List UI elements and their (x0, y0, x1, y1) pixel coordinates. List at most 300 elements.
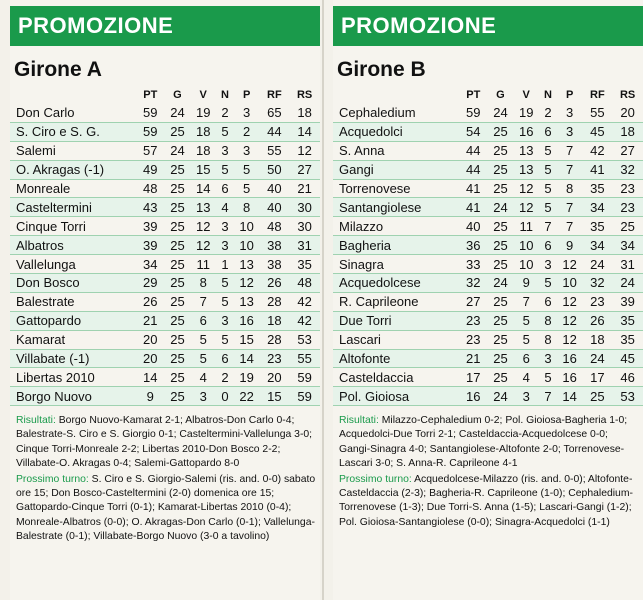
cell-g: 25 (488, 217, 514, 236)
table-row (333, 141, 643, 160)
cell-rs: 35 (289, 255, 320, 274)
header-p: P (242, 89, 251, 101)
cell-team-name: Gattopardo (10, 311, 136, 330)
risultati-b (339, 414, 639, 471)
girone-b-rows (333, 104, 643, 406)
table-row (333, 236, 643, 255)
cell-n: 6 (216, 349, 234, 368)
cell-pt: 41 (459, 198, 488, 217)
cell-rf: 26 (260, 274, 290, 293)
cell-rs: 18 (289, 104, 320, 122)
girone-a-notes (10, 414, 320, 544)
table-row (333, 160, 643, 179)
girone-a-rows (10, 104, 320, 406)
cell-pt: 44 (459, 141, 488, 160)
cell-team-name: Libertas 2010 (10, 368, 136, 387)
cell-p: 14 (557, 387, 583, 406)
cell-p: 22 (234, 387, 260, 406)
cell-n: 4 (216, 198, 234, 217)
cell-g: 25 (165, 179, 191, 198)
cell-rs: 18 (612, 122, 643, 141)
cell-rs: 42 (289, 292, 320, 311)
cell-p: 3 (557, 122, 583, 141)
cell-n: 6 (539, 122, 557, 141)
table-row (333, 387, 643, 406)
cell-rf: 28 (260, 330, 290, 349)
header-v: V (522, 89, 530, 101)
cell-v: 4 (513, 368, 539, 387)
cell-pt: 54 (459, 122, 488, 141)
cell-pt: 23 (459, 311, 488, 330)
cell-rf: 44 (260, 122, 290, 141)
cell-pt: 16 (459, 387, 488, 406)
table-row (10, 198, 320, 217)
cell-pt: 39 (136, 236, 165, 255)
table-row (10, 330, 320, 349)
cell-rf: 40 (260, 198, 290, 217)
cell-pt: 48 (136, 179, 165, 198)
cell-rs: 31 (289, 236, 320, 255)
cell-n: 3 (539, 349, 557, 368)
cell-g: 25 (165, 311, 191, 330)
cell-pt: 33 (459, 255, 488, 274)
header-v: V (199, 89, 207, 101)
cell-rf: 38 (260, 236, 290, 255)
cell-team-name: Lascari (333, 330, 459, 349)
cell-p: 10 (557, 274, 583, 293)
table-row (333, 104, 643, 122)
cell-team-name: Due Torri (333, 311, 459, 330)
cell-rf: 32 (583, 274, 613, 293)
girone-b-standings-table (333, 86, 643, 406)
cell-n: 2 (216, 104, 234, 122)
cell-p: 2 (234, 122, 260, 141)
cell-rf: 18 (260, 311, 290, 330)
cell-v: 18 (190, 141, 216, 160)
cell-rs: 24 (612, 274, 643, 293)
cell-rf: 38 (260, 255, 290, 274)
cell-pt: 57 (136, 141, 165, 160)
header-n: N (543, 89, 552, 101)
cell-rs: 35 (612, 330, 643, 349)
table-header-row (10, 86, 320, 104)
cell-n: 5 (539, 274, 557, 293)
cell-n: 3 (216, 217, 234, 236)
cell-rf: 50 (260, 160, 290, 179)
table-row (10, 160, 320, 179)
cell-rs: 42 (289, 311, 320, 330)
table-row (333, 179, 643, 198)
cell-v: 13 (190, 198, 216, 217)
cell-n: 5 (539, 160, 557, 179)
cell-g: 25 (165, 292, 191, 311)
cell-rf: 35 (583, 179, 613, 198)
cell-n: 5 (216, 330, 234, 349)
column-divider (322, 0, 324, 600)
cell-n: 2 (539, 104, 557, 122)
cell-p: 5 (234, 179, 260, 198)
cell-g: 25 (165, 274, 191, 293)
cell-p: 5 (234, 160, 260, 179)
cell-rf: 28 (260, 292, 290, 311)
cell-p: 12 (557, 292, 583, 311)
cell-v: 3 (190, 387, 216, 406)
cell-rf: 18 (583, 330, 613, 349)
cell-n: 5 (539, 141, 557, 160)
cell-g: 24 (488, 387, 514, 406)
cell-rs: 39 (612, 292, 643, 311)
cell-pt: 14 (136, 368, 165, 387)
cell-p: 16 (557, 349, 583, 368)
cell-rf: 26 (583, 311, 613, 330)
cell-pt: 9 (136, 387, 165, 406)
cell-n: 3 (216, 236, 234, 255)
header-rf: RF (267, 89, 282, 101)
cell-g: 25 (488, 311, 514, 330)
cell-v: 10 (513, 255, 539, 274)
risultati-text: Borgo Nuovo-Kamarat 2-1; Albatros-Don Carlo 0-4; Balestrate-S. Ciro e S. Giorgio 0-1; Casteltermini-Vallelunga 3-0; Cinque Torri-Monreale 2-2; Libertas 2010-Don Bosco 2-2; Villabate-O. Akragas 0-4; Salemi-Gattopardo 8-0 (16, 415, 313, 469)
cell-g: 24 (165, 104, 191, 122)
cell-g: 25 (488, 160, 514, 179)
cell-v: 5 (513, 311, 539, 330)
cell-g: 25 (165, 122, 191, 141)
cell-p: 13 (234, 292, 260, 311)
cell-team-name: Salemi (10, 141, 136, 160)
cell-n: 6 (216, 179, 234, 198)
cell-n: 3 (539, 255, 557, 274)
cell-team-name: Casteltermini (10, 198, 136, 217)
cell-v: 4 (190, 368, 216, 387)
cell-g: 24 (165, 141, 191, 160)
cell-team-name: Milazzo (333, 217, 459, 236)
cell-v: 19 (513, 104, 539, 122)
cell-rs: 32 (612, 160, 643, 179)
header-g: G (496, 89, 505, 101)
table-row (333, 198, 643, 217)
cell-rs: 27 (289, 160, 320, 179)
cell-n: 5 (539, 179, 557, 198)
table-row (10, 255, 320, 274)
cell-rf: 34 (583, 236, 613, 255)
risultati-text: Milazzo-Cephaledium 0-2; Pol. Gioiosa-Bagheria 1-0; Acquedolci-Due Torri 2-1; Casteldaccia-Acquedolcese 0-0; Gangi-Sinagra 4-0; Santangiolese-Altofonte 2-0; Torrenovese-Lascari 3-0; S. Anna-R. Caprileone 4-1 (339, 415, 628, 469)
cell-rf: 42 (583, 141, 613, 160)
table-row (10, 274, 320, 293)
cell-pt: 49 (136, 160, 165, 179)
cell-team-name: Cephaledium (333, 104, 459, 122)
cell-g: 25 (488, 292, 514, 311)
cell-n: 3 (216, 311, 234, 330)
cell-v: 12 (513, 198, 539, 217)
cell-p: 9 (557, 236, 583, 255)
cell-rf: 48 (260, 217, 290, 236)
cell-rs: 12 (289, 141, 320, 160)
cell-p: 7 (557, 160, 583, 179)
cell-n: 2 (216, 368, 234, 387)
table-row (333, 311, 643, 330)
cell-v: 18 (190, 122, 216, 141)
table-row (333, 349, 643, 368)
cell-v: 19 (190, 104, 216, 122)
cell-pt: 34 (136, 255, 165, 274)
cell-p: 3 (234, 104, 260, 122)
cell-rf: 45 (583, 122, 613, 141)
cell-p: 14 (234, 349, 260, 368)
cell-p: 12 (557, 255, 583, 274)
cell-g: 25 (165, 368, 191, 387)
cell-rs: 23 (612, 179, 643, 198)
cell-v: 12 (513, 179, 539, 198)
risultati-label: Risultati: (339, 415, 379, 427)
girone-b-column (333, 0, 643, 600)
cell-pt: 59 (459, 104, 488, 122)
cell-v: 16 (513, 122, 539, 141)
cell-rs: 48 (289, 274, 320, 293)
cell-rs: 23 (612, 198, 643, 217)
table-row (333, 274, 643, 293)
cell-team-name: Acquedolcese (333, 274, 459, 293)
header-pt: PT (466, 89, 481, 101)
cell-g: 25 (488, 349, 514, 368)
prossimo-turno-a (16, 473, 316, 544)
cell-rf: 15 (260, 387, 290, 406)
cell-n: 3 (216, 141, 234, 160)
cell-v: 5 (513, 330, 539, 349)
table-row (333, 217, 643, 236)
cell-rf: 17 (583, 368, 613, 387)
cell-p: 7 (557, 198, 583, 217)
cell-p: 3 (234, 141, 260, 160)
cell-pt: 59 (136, 122, 165, 141)
cell-v: 13 (513, 160, 539, 179)
cell-pt: 59 (136, 104, 165, 122)
table-row (333, 292, 643, 311)
cell-v: 13 (513, 141, 539, 160)
cell-pt: 41 (459, 179, 488, 198)
cell-n: 6 (539, 292, 557, 311)
cell-v: 3 (513, 387, 539, 406)
cell-g: 25 (165, 198, 191, 217)
cell-team-name: Altofonte (333, 349, 459, 368)
cell-pt: 17 (459, 368, 488, 387)
cell-pt: 43 (136, 198, 165, 217)
cell-rf: 65 (260, 104, 290, 122)
cell-p: 16 (557, 368, 583, 387)
cell-p: 3 (557, 104, 583, 122)
cell-team-name: Sinagra (333, 255, 459, 274)
cell-rf: 40 (260, 179, 290, 198)
cell-v: 14 (190, 179, 216, 198)
cell-team-name: Monreale (10, 179, 136, 198)
cell-pt: 26 (136, 292, 165, 311)
cell-team-name: Don Carlo (10, 104, 136, 122)
header-n: N (220, 89, 229, 101)
cell-team-name: Vallelunga (10, 255, 136, 274)
cell-n: 5 (216, 274, 234, 293)
cell-team-name: Villabate (-1) (10, 349, 136, 368)
cell-team-name: Borgo Nuovo (10, 387, 136, 406)
girone-b-title: Girone B (337, 58, 426, 81)
cell-pt: 44 (459, 160, 488, 179)
cell-g: 25 (488, 368, 514, 387)
cell-rf: 23 (583, 292, 613, 311)
cell-rf: 41 (583, 160, 613, 179)
table-row (333, 122, 643, 141)
cell-n: 5 (216, 292, 234, 311)
cell-v: 11 (190, 255, 216, 274)
cell-rs: 21 (289, 179, 320, 198)
cell-g: 24 (488, 274, 514, 293)
cell-g: 25 (488, 255, 514, 274)
cell-p: 12 (557, 311, 583, 330)
table-row (10, 217, 320, 236)
cell-pt: 32 (459, 274, 488, 293)
table-row (10, 236, 320, 255)
cell-team-name: Casteldaccia (333, 368, 459, 387)
cell-n: 0 (216, 387, 234, 406)
cell-n: 7 (539, 387, 557, 406)
cell-team-name: Gangi (333, 160, 459, 179)
cell-rs: 55 (289, 349, 320, 368)
cell-v: 15 (190, 160, 216, 179)
cell-pt: 21 (136, 311, 165, 330)
cell-team-name: Kamarat (10, 330, 136, 349)
cell-pt: 36 (459, 236, 488, 255)
cell-rs: 59 (289, 368, 320, 387)
cell-p: 8 (234, 198, 260, 217)
cell-pt: 20 (136, 330, 165, 349)
girone-a-title: Girone A (14, 58, 102, 81)
cell-p: 12 (234, 274, 260, 293)
cell-p: 7 (557, 217, 583, 236)
cell-n: 5 (539, 198, 557, 217)
header-rf: RF (590, 89, 605, 101)
cell-v: 5 (190, 349, 216, 368)
cell-rf: 24 (583, 255, 613, 274)
cell-rs: 27 (612, 141, 643, 160)
table-row (10, 104, 320, 122)
girone-a-column (10, 0, 320, 600)
girone-b-notes (333, 414, 643, 530)
cell-v: 7 (190, 292, 216, 311)
promozione-banner-a: PROMOZIONE (10, 6, 320, 46)
header-g: G (173, 89, 182, 101)
table-row (10, 368, 320, 387)
cell-g: 25 (488, 330, 514, 349)
cell-team-name: R. Caprileone (333, 292, 459, 311)
cell-v: 10 (513, 236, 539, 255)
cell-rs: 59 (289, 387, 320, 406)
cell-v: 8 (190, 274, 216, 293)
cell-g: 25 (165, 217, 191, 236)
table-header-row (333, 86, 643, 104)
table-row (10, 349, 320, 368)
cell-team-name: Bagheria (333, 236, 459, 255)
cell-g: 25 (488, 179, 514, 198)
table-row (333, 330, 643, 349)
cell-rf: 34 (583, 198, 613, 217)
cell-n: 6 (539, 236, 557, 255)
cell-team-name: Don Bosco (10, 274, 136, 293)
cell-team-name: S. Anna (333, 141, 459, 160)
prossimo-turno-b (339, 473, 639, 530)
table-row (10, 122, 320, 141)
cell-n: 5 (216, 122, 234, 141)
prossimo-text: Acquedolcese-Milazzo (ris. and. 0-0); Altofonte-Casteldaccia (2-3); Bagheria-R. Caprileone (1-0); Cephaledium-Torrenovese (1-3); Due Torri-S. Anna (1-5); Lascari-Gangi (1-2); Pol. Gioiosa-Santangiolese (0-0); Sinagra-Acquedolci (1-1) (339, 474, 633, 528)
cell-team-name: Pol. Gioiosa (333, 387, 459, 406)
cell-rf: 20 (260, 368, 290, 387)
cell-g: 25 (165, 255, 191, 274)
cell-p: 10 (234, 236, 260, 255)
promozione-banner-b: PROMOZIONE (333, 6, 643, 46)
cell-rf: 55 (583, 104, 613, 122)
cell-n: 8 (539, 311, 557, 330)
table-row (333, 368, 643, 387)
cell-g: 24 (488, 198, 514, 217)
cell-rs: 45 (612, 349, 643, 368)
cell-rf: 25 (583, 387, 613, 406)
cell-pt: 27 (459, 292, 488, 311)
cell-p: 16 (234, 311, 260, 330)
cell-p: 8 (557, 179, 583, 198)
cell-rf: 35 (583, 217, 613, 236)
cell-rs: 53 (612, 387, 643, 406)
header-team (333, 86, 459, 104)
cell-g: 25 (165, 236, 191, 255)
cell-team-name: Balestrate (10, 292, 136, 311)
cell-v: 12 (190, 217, 216, 236)
cell-rs: 20 (612, 104, 643, 122)
cell-rf: 55 (260, 141, 290, 160)
cell-v: 6 (190, 311, 216, 330)
cell-g: 25 (165, 387, 191, 406)
cell-pt: 39 (136, 217, 165, 236)
table-row (10, 141, 320, 160)
header-team (10, 86, 136, 104)
risultati-label: Risultati: (16, 415, 56, 427)
cell-p: 10 (234, 217, 260, 236)
cell-pt: 23 (459, 330, 488, 349)
cell-n: 7 (539, 217, 557, 236)
cell-pt: 40 (459, 217, 488, 236)
cell-pt: 20 (136, 349, 165, 368)
cell-rf: 24 (583, 349, 613, 368)
cell-rs: 46 (612, 368, 643, 387)
cell-rs: 14 (289, 122, 320, 141)
cell-g: 25 (488, 141, 514, 160)
cell-p: 13 (234, 255, 260, 274)
cell-v: 7 (513, 292, 539, 311)
cell-team-name: Albatros (10, 236, 136, 255)
cell-n: 1 (216, 255, 234, 274)
prossimo-text: S. Ciro e S. Giorgio-Salemi (ris. and. 0-0) sabato ore 15; Don Bosco-Casteltermini (2-0) domenica ore 15; Gattopardo-Cinque Torri (0-1); Kamarat-Libertas 2010 (0-4); Monreale-Albatros (0-0); O. Akragas-Don Carlo (0-1); Vallelunga-Balestrate (0-1); Villabate-Borgo Nuovo (3-0 a tavolino) (16, 474, 316, 542)
cell-rs: 30 (289, 198, 320, 217)
header-pt: PT (143, 89, 158, 101)
cell-v: 5 (190, 330, 216, 349)
cell-p: 12 (557, 330, 583, 349)
cell-v: 9 (513, 274, 539, 293)
table-row (10, 179, 320, 198)
cell-p: 19 (234, 368, 260, 387)
cell-p: 15 (234, 330, 260, 349)
cell-rs: 34 (612, 236, 643, 255)
risultati-a (16, 414, 316, 471)
cell-team-name: Torrenovese (333, 179, 459, 198)
cell-pt: 21 (459, 349, 488, 368)
cell-p: 7 (557, 141, 583, 160)
header-p: P (565, 89, 574, 101)
cell-v: 6 (513, 349, 539, 368)
cell-rf: 23 (260, 349, 290, 368)
